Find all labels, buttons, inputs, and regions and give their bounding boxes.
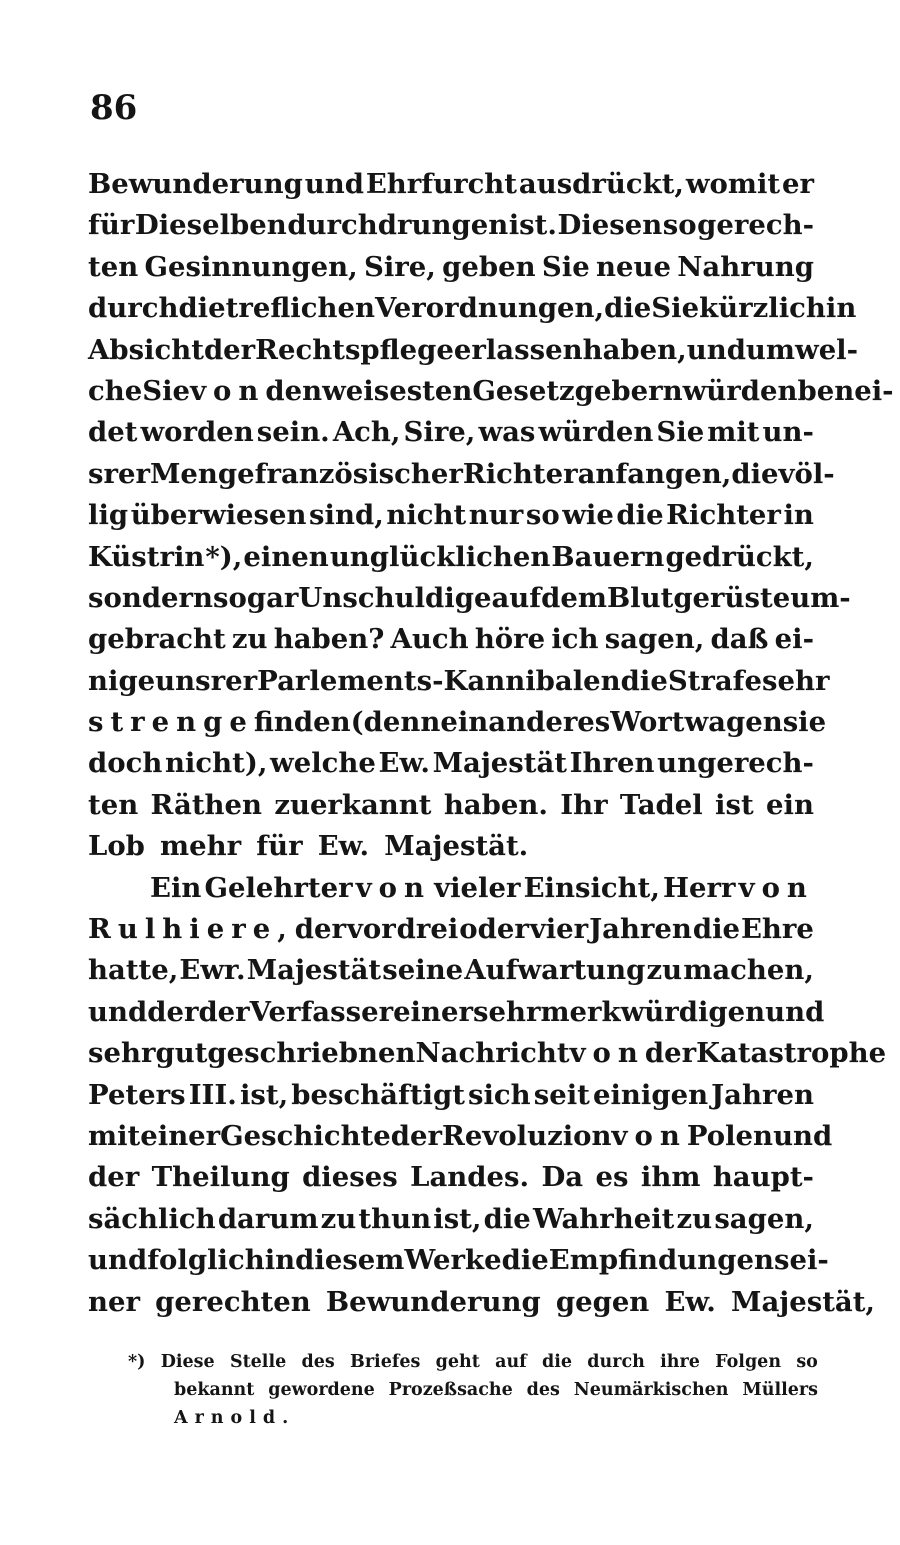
text-line: Rulhiere, der vor drei oder vier Jahren die Ehre	[88, 913, 814, 946]
text-line: ten Gesinnungen, Sire, geben Sie neue Nahrung	[88, 250, 814, 283]
footnote-line: bekannt gewordene Prozeßsache des Neumärkischen Müllers	[174, 1380, 818, 1400]
text-line: srer Menge französischer Richter anfangen, die völ-	[88, 457, 835, 490]
text-line: nige unsrer Parlements-Kannibalen die Strafe sehr	[88, 664, 830, 697]
text-line: strenge finden (denn ein anderes Wort wagen sie	[88, 706, 827, 739]
text-line: der Theilung dieses Landes. Da es ihm haupt-	[88, 1161, 814, 1194]
body-text	[88, 164, 894, 1323]
text-line: ner gerechten Bewunderung gegen Ew. Majestät,	[88, 1285, 876, 1318]
text-line: Lob mehr für Ew. Majestät.	[88, 830, 529, 863]
text-line: sehr gut geschriebnen Nachricht von der Katastrophe	[88, 1037, 887, 1070]
text-line: hatte, Ewr. Majestät seine Aufwartung zu machen,	[88, 954, 814, 987]
footnote	[128, 1348, 818, 1432]
text-line: det worden sein. Ach, Sire, was würden Sie mit un-	[88, 416, 814, 449]
text-line: che Sie von den weisesten Gesetzgebern würden benei-	[88, 374, 894, 407]
text-line: ten Räthen zuerkannt haben. Ihr Tadel ist ein	[88, 788, 814, 821]
text-line: sächlich darum zu thun ist, die Wahrheit zu sagen,	[88, 1202, 814, 1235]
page-number: 86	[90, 88, 138, 128]
footnote-line: *) Diese Stelle des Briefes geht auf die durch ihre Folgen so	[128, 1352, 818, 1372]
text-line: Absicht der Rechtspflege erlassen haben, und um wel-	[88, 333, 859, 366]
text-line: und der der Verfasser einer sehr merkwürdigen und	[88, 995, 825, 1028]
text-line: Küstrin *), einen unglücklichen Bauern gedrückt,	[88, 540, 814, 573]
text-line: gebracht zu haben? Auch höre ich sagen, daß ei-	[88, 623, 814, 656]
text-line: für Dieselben durchdrungen ist. Diesen so gerech-	[88, 209, 814, 242]
text-line: lig überwiesen sind, nicht nur so wie die Richter in	[88, 499, 814, 532]
text-line: durch die treflichen Verordnungen, die Sie kürzlich in	[88, 292, 857, 325]
text-line: Peters III. ist, beschäftigt sich seit einigen Jahren	[88, 1078, 814, 1111]
text-line: sondern sogar Unschuldige auf dem Blutgerüste um-	[88, 581, 851, 614]
text-line: mit einer Geschichte der Revoluzion von Polen und	[88, 1119, 833, 1152]
text-line: und folglich in diesem Werke die Empfindungen sei-	[88, 1244, 829, 1277]
text-line: Bewunderung und Ehrfurcht ausdrückt, womit er	[88, 168, 814, 200]
text-line: Ein Gelehrter von vieler Einsicht, Herr von	[150, 871, 814, 904]
text-line: doch nicht), welche Ew. Majestät Ihren ungerech-	[88, 747, 814, 780]
footnote-line: Arnold.	[174, 1408, 296, 1428]
